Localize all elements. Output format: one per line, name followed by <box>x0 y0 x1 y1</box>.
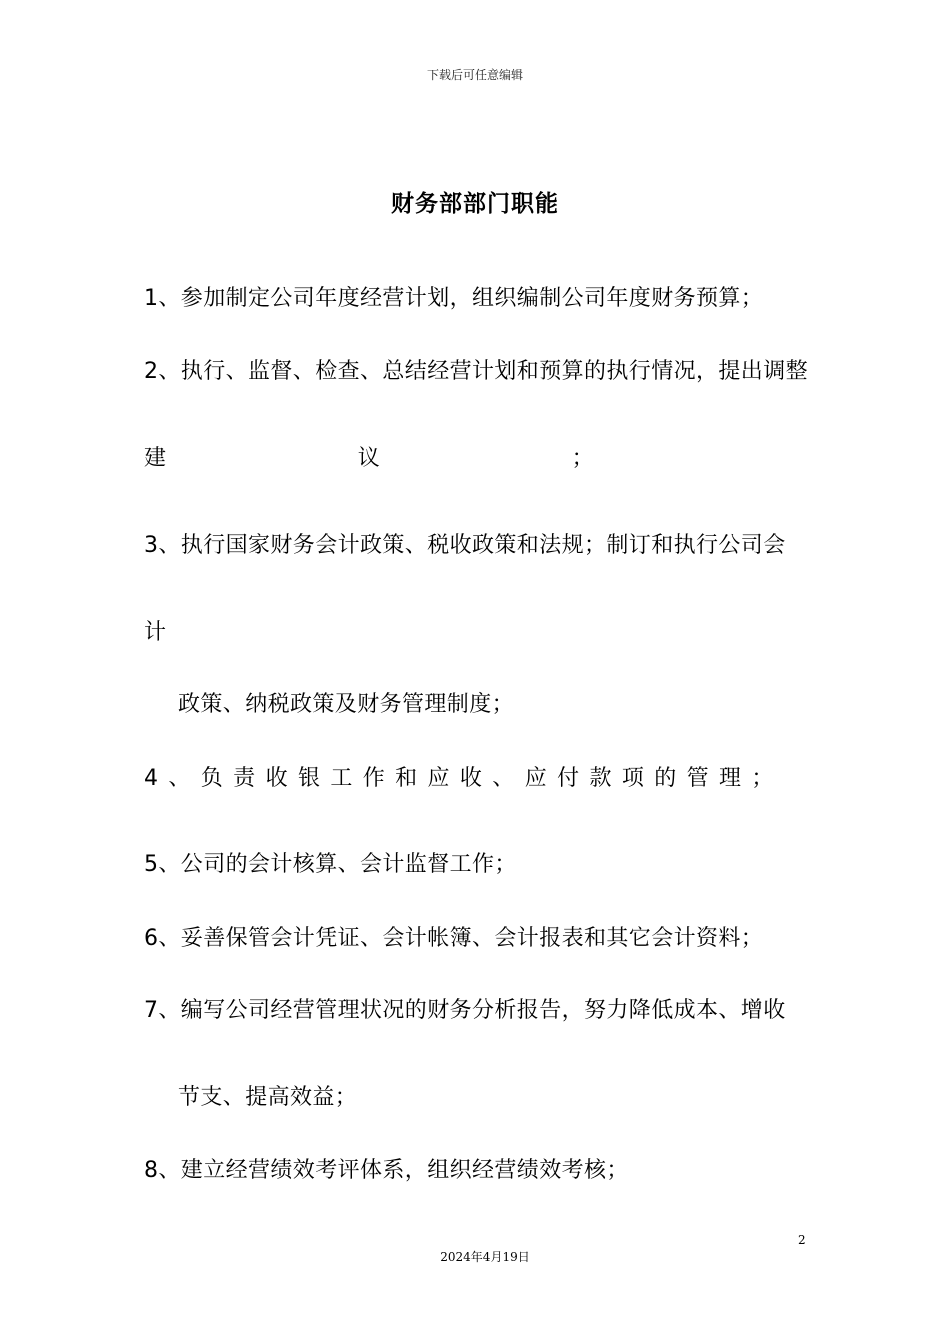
text-fragment: 议 <box>357 446 381 471</box>
duty-item-2: 2、执行、监督、检查、总结经营计划和预算的执行情况，提出调整 <box>144 359 808 384</box>
text-fragment: 应 <box>427 766 450 791</box>
text-fragment: 、 <box>492 766 515 791</box>
text-fragment: ； <box>751 766 774 791</box>
text-fragment: 付 <box>557 766 580 791</box>
page-number: 2 <box>798 1233 806 1247</box>
duty-item-3-continuation: 计 <box>144 620 167 645</box>
text-fragment: 款 <box>589 766 612 791</box>
text-fragment: 收 <box>265 766 288 791</box>
text-fragment: 建 <box>144 446 167 471</box>
text-fragment: 作 <box>362 766 386 791</box>
text-fragment: ； <box>571 446 594 471</box>
text-fragment: 管 <box>686 766 710 791</box>
duty-item-6: 6、妥善保管会计凭证、会计帐簿、会计报表和其它会计资料； <box>144 926 764 951</box>
text-fragment: 4 <box>144 766 159 791</box>
text-fragment: 项 <box>621 766 645 791</box>
duty-item-3: 3、执行国家财务会计政策、税收政策和法规；制订和执行公司会 <box>144 533 786 558</box>
text-fragment: 应 <box>524 766 548 791</box>
duty-item-7: 7、编写公司经营管理状况的财务分析报告，努力降低成本、增收 <box>144 998 786 1023</box>
text-fragment: 负 <box>200 766 224 791</box>
document-title: 财务部部门职能 <box>391 191 559 217</box>
text-fragment: 理 <box>719 766 742 791</box>
duty-item-8: 8、建立经营绩效考评体系，组织经营绩效考核； <box>144 1158 629 1183</box>
duty-item-3-continuation-2: 政策、纳税政策及财务管理制度； <box>178 692 515 717</box>
text-fragment: 、 <box>168 766 191 791</box>
text-fragment: 银 <box>297 766 321 791</box>
duty-item-4 <box>144 764 774 794</box>
duty-item-1: 1、参加制定公司年度经营计划，组织编制公司年度财务预算； <box>144 286 764 311</box>
duty-item-2-continuation <box>144 444 594 474</box>
text-fragment: 责 <box>233 766 256 791</box>
footer-date: 2024年4月19日 <box>440 1250 530 1264</box>
text-fragment: 工 <box>330 766 353 791</box>
text-fragment: 和 <box>395 766 418 791</box>
duty-item-7-continuation: 节支、提高效益； <box>178 1085 358 1110</box>
duty-item-5: 5、公司的会计核算、会计监督工作； <box>144 852 517 877</box>
header-note: 下载后可任意编辑 <box>426 68 523 82</box>
text-fragment: 的 <box>654 766 677 791</box>
text-fragment: 收 <box>459 766 483 791</box>
